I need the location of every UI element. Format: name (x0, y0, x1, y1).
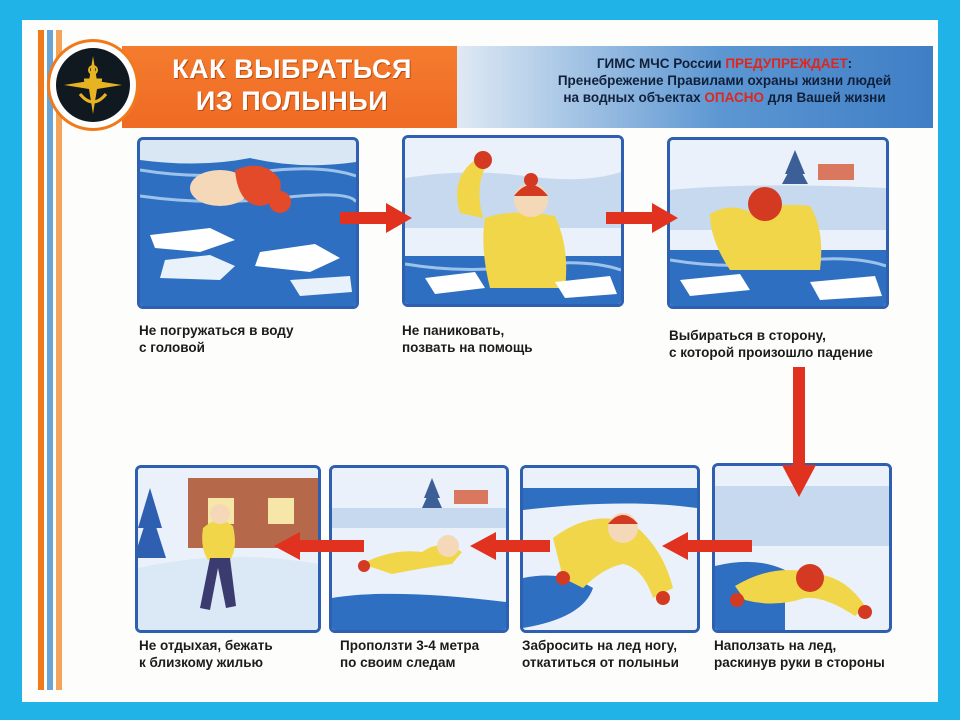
logo (50, 42, 136, 128)
warning-line-3: на водных объектах ОПАСНО для Вашей жизни (563, 90, 886, 105)
page-title (142, 53, 442, 117)
step-5-caption: Забросить на лед ногу, откатиться от полыньи (522, 638, 679, 670)
poster (22, 20, 938, 702)
step-2-caption: Не паниковать, позвать на помощь (402, 323, 533, 355)
side-stripe-blue (47, 30, 53, 690)
arrow-right-icon (340, 203, 412, 233)
title-line-1: КАК ВЫБРАТЬСЯ (172, 54, 412, 84)
step-3-caption: Выбираться в сторону, с которой произошло падение (669, 328, 873, 360)
step-3-illustration (667, 137, 889, 309)
step-2-illustration (402, 135, 624, 307)
warning-text (522, 55, 927, 106)
step-6-caption: Проползти 3-4 метра по своим следам (340, 638, 480, 670)
arrow-left-icon (470, 532, 550, 560)
step-7-caption: Не отдыхая, бежать к близкому жилью (139, 638, 273, 670)
side-stripe-light-orange (56, 30, 62, 690)
arrow-left-icon (662, 532, 752, 560)
anchor-star-emblem-icon (56, 48, 130, 122)
warning-line-1: ГИМС МЧС России ПРЕДУПРЕЖДАЕТ: (596, 56, 853, 71)
arrow-left-icon (274, 532, 364, 560)
arrow-right-icon (606, 203, 678, 233)
step-1-caption: Не погружаться в воду с головой (139, 323, 294, 355)
step-1-illustration (137, 137, 359, 309)
title-line-2: ИЗ ПОЛЫНЬИ (195, 86, 389, 116)
side-stripe-orange (38, 30, 44, 690)
warning-line-2: Пренебрежение Правилами охраны жизни людей (557, 73, 892, 88)
step-4-caption: Наползать на лед, раскинув руки в стороны (714, 638, 885, 670)
arrow-down-icon (782, 367, 816, 497)
